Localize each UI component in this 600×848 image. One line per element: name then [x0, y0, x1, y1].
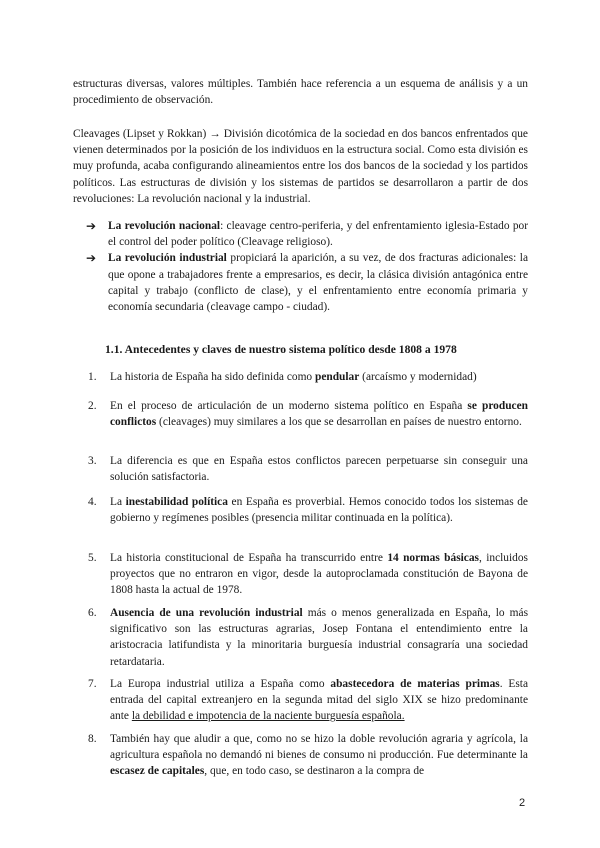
item-text: La diferencia es que en España estos conflictos parecen perpetuarse sin conseguir una solución satisfactoria. — [110, 455, 528, 484]
list-item — [88, 369, 528, 385]
list-item — [88, 398, 528, 430]
item-text: La historia de España ha sido definida como — [110, 371, 315, 383]
item-text: También hay que aludir a que, como no se hizo la doble revolución agraria y agrícola, la agricultura española no demandó ni bienes de consumo ni producción. Fue determinante la — [110, 733, 528, 762]
item-text: , que, en todo caso, se destinaron a la compra de — [204, 765, 425, 778]
item-text: La Europa industrial utiliza a España como — [110, 678, 331, 690]
arrow-icon: ➔ — [86, 251, 97, 266]
item-number: 2. — [88, 400, 97, 412]
bullet-text: propiciará la aparición, a su vez, de dos fracturas adicionales: la que opone a trabajadores frente a empresarios, es decir, la clásica división antagónica entre capital y trabajo (conflicto de clase), y el enfrentamiento entre economía primaria y economía secundaria (cleavage campo - ciudad). — [108, 252, 529, 314]
item-bold: escasez de capitales — [110, 765, 205, 778]
item-bold: abastecedora de materias primas — [330, 678, 500, 690]
item-text: La — [110, 496, 126, 508]
cleavages-text: Cleavages (Lipset y Rokkan) → División dicotómica de la sociedad en dos bancos enfrentados que vienen determinados por la posición de los individuos en la estructura social. Como esta división es muy profunda, acaba configurando alineamientos entre los dos bancos de la sociedad y los partidos políticos. Las estructuras de división y los sistemas de partidos se desarrollaron a partir de dos revoluciones: La revolución nacional y la industrial. — [73, 128, 528, 205]
section-heading: 1.1. Antecedentes y claves de nuestro sistema político desde 1808 a 1978 — [105, 343, 457, 356]
item-number: 3. — [88, 455, 97, 467]
bullet-bold: La revolución industrial — [108, 252, 227, 265]
arrow-icon: ➔ — [86, 219, 97, 233]
cleavages-paragraph — [73, 126, 528, 207]
item-text: (arcaísmo y modernidad) — [359, 371, 477, 383]
item-bold: inestabilidad política — [125, 496, 228, 508]
list-item — [88, 550, 528, 599]
item-text: (cleavages) muy similares a los que se desarrollan en países de nuestro entorno. — [156, 416, 522, 429]
item-number: 4. — [88, 496, 97, 508]
list-item — [88, 453, 528, 485]
item-text: en España es proverbial. Hemos conocido todos los sistemas de gobierno y regímenes posibles (presencia militar continuada en la política). — [110, 496, 528, 525]
item-number: 5. — [88, 552, 97, 564]
item-underlined-text: la debilidad e impotencia de la naciente burguesía española. — [131, 710, 405, 723]
item-text: . Esta entrada del capital extreanjero en la segunda mitad del siglo XIX se hizo predominante ante — [110, 678, 528, 723]
intro-paragraph — [73, 76, 528, 108]
bullet-item — [86, 218, 528, 250]
item-number: 8. — [88, 733, 97, 745]
item-bold: 14 normas básicas — [387, 552, 479, 564]
list-item — [88, 731, 528, 780]
list-item — [88, 676, 528, 725]
item-number: 1. — [88, 371, 97, 383]
item-number: 6. — [88, 607, 97, 619]
item-text: En el proceso de articulación de un moderno sistema político en España — [110, 400, 468, 412]
bullet-text: : cleavage centro-periferia, y del enfrentamiento iglesia-Estado por el control del poder político (Cleavage religioso). — [108, 220, 528, 249]
bullet-item — [86, 250, 528, 315]
bullet-bold: La revolución nacional — [108, 220, 221, 232]
item-bold: Ausencia de una revolución industrial — [110, 607, 303, 619]
item-text: , incluidos proyectos que no entraron en vigor, desde la autoproclamada constitución de Bayona de 1808 hasta la actual de 1978. — [110, 552, 528, 597]
page-number: 2 — [519, 797, 526, 809]
item-bold: pendular — [314, 371, 360, 383]
revolutions-list — [86, 218, 528, 315]
list-item — [88, 494, 528, 526]
item-text: más o menos generalizada en España, lo más significativo son las estructuras agrarias, Josep Fontana el entendimiento entre la aristocracia latifundista y la minoritaria burguesía industrial consagraría una sociedad retardataria. — [110, 607, 529, 668]
list-item — [88, 605, 528, 670]
item-number: 7. — [88, 678, 97, 690]
item-bold: se producen conflictos — [110, 400, 528, 429]
intro-text: estructuras diversas, valores múltiples. También hace referencia a un esquema de análisis y a un procedimiento de observación. — [73, 78, 528, 107]
item-text: La historia constitucional de España ha transcurrido entre — [110, 552, 388, 564]
